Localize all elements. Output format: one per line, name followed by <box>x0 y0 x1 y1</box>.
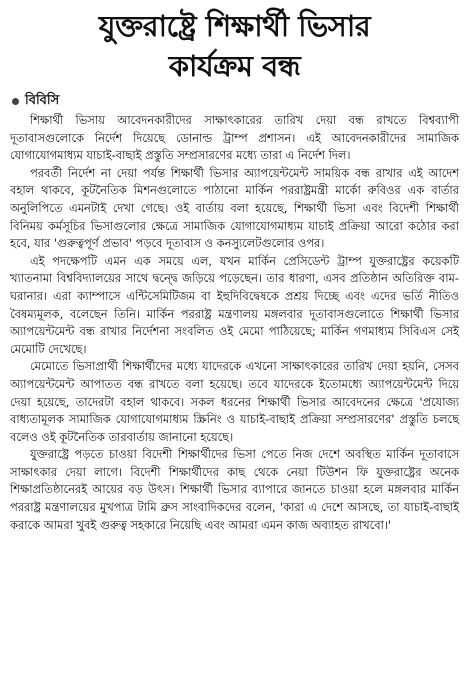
headline-line-2: কার্যক্রম বন্ধ <box>168 49 301 83</box>
article-body <box>10 112 459 534</box>
paragraph-5: যুক্তরাষ্ট্রে পড়তে চাওয়া বিদেশী শিক্ষার্থীদের ভিসা পেতে নিজ দেশে অবস্থিত মার্কিন দূতাবাসে সাক্ষাৎকার দেয়া লাগে। বিদেশী শিক্ষার্থীদের কাছ থেকে নেয়া টিউশন ফি যুক্তরাষ্ট্রের অনেক শিক্ষাপ্রতিষ্ঠানেরই আয়ের বড় উৎস। শিক্ষার্থী ভিসার ব্যাপারে জানতে চাওয়া হলে মঙ্গলবার মার্কিন পররাষ্ট্র মন্ত্রণালয়ের মুখপাত্র টামি ব্রুস সাংবাদিকদের বলেন, 'কারা এ দেশে আসছে, তা যাচাই-বাছাই করাকে আমরা খুবই গুরুত্ব সহকারে নিয়েছি এবং আমরা এমন কাজ অব্যাহত রাখবো।' <box>10 447 459 532</box>
paragraph-4: মেমোতে ভিসাপ্রার্থী শিক্ষার্থীদের মধ্যে যাদেরকে এখনো সাক্ষাৎকারের তারিখ দেয়া হয়নি, সেসব অ্যাপয়েন্টমেন্ট আপাতত বন্ধ রাখতে বলা হয়েছে। তবে যাদেরকে ইতোমধ্যে অ্যাপয়েন্টমেন্ট দিয়ে দেয়া হয়েছে, তাদেরটা বহাল থাকবে। সকল ধরনের শিক্ষার্থী ভিসার আবেদনের ক্ষেত্রে 'প্রযোজ্য বাধ্যতামূলক সামাজিক যোগাযোগমাধ্যম স্ক্রিনিং ও যাচাই-বাছাই প্রক্রিয়া সম্প্রসারণের' প্রস্তুতি চলছে বলেও ওই কূটনৈতিক তারবার্তায় জানানো হয়েছে। <box>10 359 459 444</box>
source-label: বিবিসি <box>25 92 60 108</box>
headline <box>10 0 459 86</box>
bullet-icon <box>12 98 19 105</box>
paragraph-1: শিক্ষার্থী ভিসায় আবেদনকারীদের সাক্ষাৎকারের তারিখ দেয়া বন্ধ রাখতে বিশ্বব্যাপী দূতাবাসগুলোকে নির্দেশ দিয়েছে ডোনাল্ড ট্রাম্প প্রশাসন। এই আবেদনকারীদের সামাজিক যোগাযোগমাধ্যম যাচাই-বাছাই প্রস্তুতি সম্প্রসারণের মধ্যে তারা এ নির্দেশ দিল। <box>10 113 459 163</box>
paragraph-3: এই পদক্ষেপটি এমন এক সময়ে এল, যখন মার্কিন প্রেসিডেন্ট ট্রাম্প যুক্তরাষ্ট্রের কয়েকটি খ্যাতনামা বিশ্ববিদ্যালয়ের সাথে দ্বন্দ্বে জড়িয়ে পড়েছেন। তার ধারণা, এসব প্রতিষ্ঠান অতিরিক্ত বাম-ঘরানার। এরা ক্যাম্পাসে এন্টিসেমিটিজম বা ইহুদিবিদ্বেষকে প্রশ্রয় দিচ্ছে এবং এদের ভর্তি নীতিও বৈষম্যমূলক, বলেছেন তিনি। মার্কিন পররাষ্ট্র মন্ত্রণালয় মঙ্গলবার দূতাবাসগুলোতে শিক্ষার্থী ভিসার অ্যাপয়েন্টমেন্ট বন্ধ রাখার নির্দেশনা সংবলিত ওই মেমো পাঠিয়েছে; মার্কিন গণমাধ্যম সিবিএস সেই মেমোটি দেখেছে। <box>10 253 459 356</box>
headline-line-1: যুক্তরাষ্ট্রে শিক্ষার্থী ভিসার <box>98 9 371 43</box>
paragraph-2: পরবর্তী নির্দেশ না দেয়া পর্যন্ত শিক্ষার্থী ভিসার অ্যাপয়েন্টমেন্ট সাময়িক বন্ধ রাখার এই আদেশ বহাল থাকবে, কূটনৈতিক মিশনগুলোতে পাঠানো মার্কিন পররাষ্ট্রমন্ত্রী মার্কো রুবিওর এক বার্তার অনুলিপিতে এমনটাই দেখা গেছে। ওই বার্তায় বলা হয়েছে, শিক্ষার্থী ভিসা এবং বিদেশী শিক্ষার্থী বিনিময় কর্মসূচির ভিসাগুলোর ক্ষেত্রে সামাজিক যোগাযোগমাধ্যম যাচাই প্রক্রিয়া আরো কঠোর করা হবে, যার 'গুরুত্বপূর্ণ প্রভাব' পড়বে দূতাবাস ও কনস্যুলেটগুলোর ওপর। <box>10 165 459 251</box>
byline <box>10 92 459 110</box>
